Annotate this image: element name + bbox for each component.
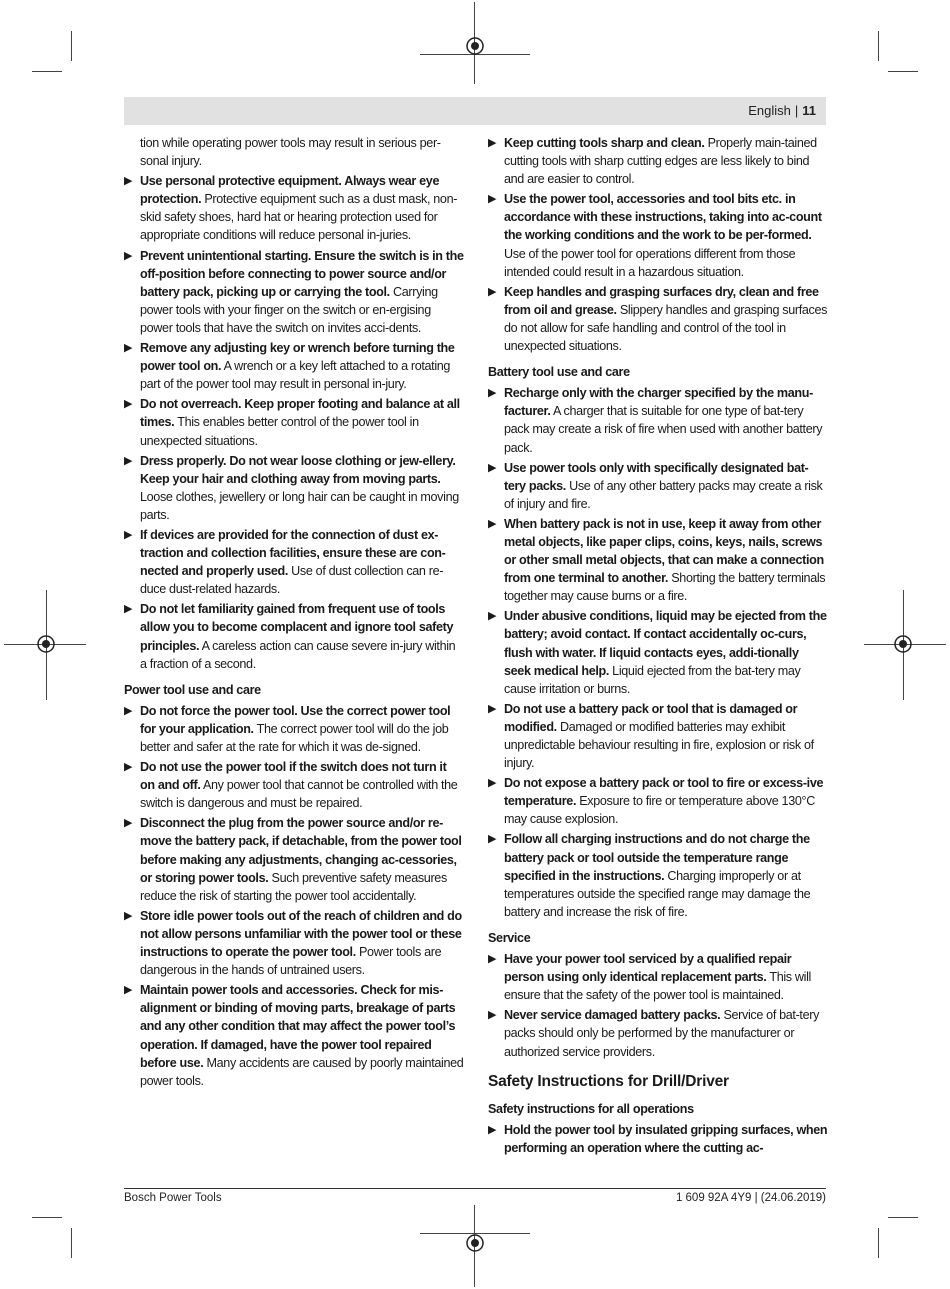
safety-item: [488, 1006, 828, 1060]
header-text: [748, 103, 816, 118]
safety-item-explanation: Such preventive safety measures reduce the risk of starting the power tool accidentally.: [140, 870, 447, 903]
safety-item-warning: Disconnect the plug from the power source and/or re-move the battery pack, if detachable, from the power tool before making any adjustments, changing ac-cessories, or storing power tools.: [140, 816, 462, 885]
bullet-arrow-icon: ▶: [124, 603, 133, 616]
safety-item-explanation: Slippery handles and grasping surfaces do not allow for safe handling and control of the tool in unexpected situations.: [504, 302, 828, 354]
safety-item-warning: Hold the power tool by insulated gripping surfaces, when performing an operation where the cutting ac-: [504, 1122, 828, 1155]
crop-mark: [71, 31, 72, 61]
safety-list: [124, 702, 464, 1090]
bullet-arrow-icon: ▶: [488, 461, 497, 474]
safety-item: [488, 774, 828, 828]
bullet-arrow-icon: ▶: [488, 702, 497, 715]
safety-item: [124, 452, 464, 524]
safety-item-warning: Under abusive conditions, liquid may be ejected from the battery; avoid contact. If contact accidentally oc-curs, flush with water. If liquid contacts eyes, addi-tionally seek medical help.: [504, 609, 827, 678]
safety-item-explanation: Damaged or modified batteries may exhibit unpredictable behaviour resulting in fire, explosion or risk of injury.: [504, 719, 814, 771]
section-heading: Battery tool use and care: [488, 365, 630, 380]
bullet-arrow-icon: ▶: [488, 285, 497, 298]
safety-item: [488, 1121, 828, 1157]
bullet-arrow-icon: ▶: [488, 1123, 497, 1136]
page-number: 11: [802, 103, 816, 118]
crop-mark: [888, 1217, 918, 1218]
safety-item-explanation: Use of any other battery packs may create a risk of injury and fire.: [504, 478, 823, 511]
bullet-arrow-icon: ▶: [124, 398, 133, 411]
safety-item: [124, 395, 464, 449]
bullet-arrow-icon: ▶: [124, 249, 133, 262]
safety-item-warning: Do not let familiarity gained from frequent use of tools allow you to become complacent and ignore tool safety principles.: [140, 602, 454, 653]
safety-item-warning: Do not use a battery pack or tool that is damaged or modified.: [504, 701, 798, 734]
section-heading: Service: [488, 930, 531, 945]
continuation-text: tion while operating power tools may result in serious per-sonal injury.: [140, 136, 441, 169]
safety-item-explanation: Service of bat-tery packs should only be performed by the manufacturer or authorized service providers.: [504, 1008, 820, 1059]
header-language: English: [748, 103, 791, 118]
footer-doc-number: 1 609 92A 4Y9 | (24.06.2019): [675, 1192, 826, 1204]
safety-item-warning: Use personal protective equipment. Always wear eye protection.: [140, 174, 440, 207]
safety-item-explanation: Properly main-tained cutting tools with sharp cutting edges are less likely to bind and are easier to control.: [504, 136, 817, 187]
safety-item-warning: Use the power tool, accessories and tool bits etc. in accordance with these instructions, taking into ac-count the working conditions and the work to be per-formed.: [504, 192, 822, 243]
bullet-arrow-icon: ▶: [124, 984, 133, 997]
safety-list: [488, 384, 828, 921]
safety-item-explanation: A wrench or a key left attached to a rotating part of the power tool may result in personal in-jury.: [140, 359, 451, 392]
safety-item: [124, 339, 464, 393]
safety-item: [488, 134, 828, 188]
safety-item-explanation: Shorting the battery terminals together may cause burns or a fire.: [504, 571, 826, 604]
safety-item-explanation: Exposure to fire or temperature above 130°C may cause explosion.: [504, 794, 815, 827]
bullet-arrow-icon: ▶: [488, 833, 497, 846]
page-header: [124, 97, 826, 125]
safety-item-warning: Maintain power tools and accessories. Check for mis-alignment or binding of moving parts, breakage of parts and any other condition that may affect the power tool’s operation. If damaged, have the power tool repaired before use.: [140, 983, 456, 1070]
bullet-arrow-icon: ▶: [488, 193, 497, 206]
crop-mark: [888, 71, 918, 72]
left-column: [124, 134, 464, 1092]
safety-item: [124, 758, 464, 812]
crop-mark: [878, 31, 879, 61]
safety-item-explanation: A careless action can cause severe in-jury within a fraction of a second.: [140, 638, 456, 671]
safety-item: [124, 172, 464, 244]
registration-mark-icon: [465, 1233, 485, 1253]
bullet-arrow-icon: ▶: [124, 454, 133, 467]
crop-mark: [32, 1217, 62, 1218]
safety-list: [488, 950, 828, 1061]
safety-item-explanation: Power tools are dangerous in the hands of untrained users.: [140, 945, 442, 978]
safety-item: [124, 600, 464, 672]
bullet-arrow-icon: ▶: [124, 342, 133, 355]
safety-item-explanation: Use of dust collection can re-duce dust-related hazards.: [140, 564, 444, 597]
crop-mark: [32, 71, 62, 72]
bullet-arrow-icon: ▶: [124, 704, 133, 717]
safety-item: [488, 830, 828, 920]
crop-mark: [878, 1228, 879, 1258]
safety-item-explanation: Protective equipment such as a dust mask, non-skid safety shoes, hard hat or hearing protection used for appropriate conditions will reduce personal in-juries.: [140, 192, 458, 243]
footer-publisher: Bosch Power Tools: [124, 1192, 222, 1204]
bullet-arrow-icon: ▶: [488, 387, 497, 400]
safety-item: [124, 981, 464, 1090]
safety-item-explanation: Liquid ejected from the bat-tery may cause irritation or burns.: [504, 663, 801, 696]
safety-item-explanation: Many accidents are caused by poorly maintained power tools.: [140, 1055, 464, 1088]
safety-item-explanation: Use of the power tool for operations different from those intended could result in a hazardous situation.: [504, 246, 796, 279]
safety-item: [124, 907, 464, 979]
registration-mark-icon: [465, 36, 485, 56]
bullet-arrow-icon: ▶: [124, 175, 133, 188]
safety-item: [124, 814, 464, 904]
safety-list: [488, 1121, 828, 1157]
safety-item-warning: Have your power tool serviced by a qualified repair person using only identical replacement parts.: [504, 952, 792, 985]
bullet-arrow-icon: ▶: [488, 777, 497, 790]
safety-item-warning: Store idle power tools out of the reach of children and do not allow persons unfamiliar with the power tool or these instructions to operate the power tool.: [140, 908, 462, 960]
safety-item-warning: Keep handles and grasping surfaces dry, clean and free from oil and grease.: [504, 284, 819, 317]
safety-item: [488, 700, 828, 772]
section-title: Safety Instructions for Drill/Driver: [488, 1072, 729, 1090]
safety-item: [488, 607, 828, 697]
registration-mark-icon: [893, 634, 913, 654]
subsection-heading: Safety instructions for all operations: [488, 1101, 694, 1116]
safety-item-warning: Do not overreach. Keep proper footing and balance at all times.: [140, 397, 460, 430]
safety-item-warning: Follow all charging instructions and do not charge the battery pack or tool outside the temperature range specified in the instructions.: [504, 832, 810, 883]
safety-item-explanation: This will ensure that the safety of the power tool is maintained.: [504, 970, 811, 1003]
safety-item-warning: Recharge only with the charger specified by the manu-facturer.: [504, 386, 813, 419]
safety-item-explanation: The correct power tool will do the job better and safer at the rate for which it was de-signed.: [140, 721, 449, 754]
registration-mark-icon: [36, 634, 56, 654]
safety-item-explanation: This enables better control of the power tool in unexpected situations.: [140, 415, 419, 448]
safety-item-explanation: Loose clothes, jewellery or long hair can be caught in moving parts.: [140, 489, 459, 522]
safety-item: [124, 702, 464, 756]
safety-item-explanation: Charging improperly or at temperatures outside the specified range may damage the battery and increase the risk of fire.: [504, 868, 811, 919]
safety-item-warning: Prevent unintentional starting. Ensure the switch is in the off-position before connecting to power source and/or battery pack, picking up or carrying the tool.: [140, 248, 464, 299]
safety-item-warning: Use power tools only with specifically designated bat-tery packs.: [504, 460, 809, 493]
safety-item-warning: When battery pack is not in use, keep it away from other metal objects, like paper clips, coins, keys, nails, screws or other small metal objects, that can make a connection from one terminal to another.: [504, 516, 824, 586]
safety-item-warning: Dress properly. Do not wear loose clothing or jew-ellery. Keep your hair and clothing away from moving parts.: [140, 453, 456, 486]
bullet-arrow-icon: ▶: [488, 137, 497, 149]
safety-item-warning: Do not expose a battery pack or tool to fire or excess-ive temperature.: [504, 776, 824, 809]
bullet-arrow-icon: ▶: [124, 817, 133, 830]
safety-item: [488, 190, 828, 280]
safety-item-explanation: Carrying power tools with your finger on the switch or en-ergising power tools that have the switch on invites acci-dents.: [140, 284, 438, 335]
safety-item: [124, 526, 464, 598]
header-separator: |: [794, 103, 799, 118]
crop-mark: [71, 1228, 72, 1258]
safety-item-warning: Remove any adjusting key or wrench before turning the power tool on.: [140, 341, 455, 374]
safety-item-explanation: Any power tool that cannot be controlled with the switch is dangerous and must be repaired.: [140, 778, 458, 811]
safety-list: [488, 134, 828, 355]
safety-item: [488, 384, 828, 456]
safety-item-warning: Do not force the power tool. Use the correct power tool for your application.: [140, 703, 451, 736]
safety-item-warning: Keep cutting tools sharp and clean.: [504, 136, 705, 150]
section-heading: Power tool use and care: [124, 682, 261, 697]
safety-list: [124, 172, 464, 673]
safety-item-warning: Never service damaged battery packs.: [504, 1008, 721, 1023]
bullet-arrow-icon: ▶: [124, 528, 133, 541]
safety-item: [488, 283, 828, 355]
bullet-arrow-icon: ▶: [488, 1009, 497, 1022]
safety-item: [488, 459, 828, 513]
safety-item: [124, 247, 464, 337]
bullet-arrow-icon: ▶: [124, 761, 133, 774]
bullet-arrow-icon: ▶: [488, 610, 497, 623]
bullet-arrow-icon: ▶: [488, 953, 497, 966]
bullet-arrow-icon: ▶: [124, 909, 133, 922]
footer-rule: [124, 1188, 826, 1189]
safety-item-warning: If devices are provided for the connection of dust ex-traction and collection facilities, ensure these are con-nected and properly used.: [140, 527, 446, 579]
safety-item: [488, 515, 828, 605]
right-column: [488, 134, 828, 1159]
safety-item-explanation: A charger that is suitable for one type of bat-tery pack may create a risk of fire when used with another battery pack.: [504, 404, 823, 455]
safety-item: [488, 950, 828, 1004]
bullet-arrow-icon: ▶: [488, 517, 497, 530]
safety-item-warning: Do not use the power tool if the switch does not turn it on and off.: [140, 760, 447, 793]
